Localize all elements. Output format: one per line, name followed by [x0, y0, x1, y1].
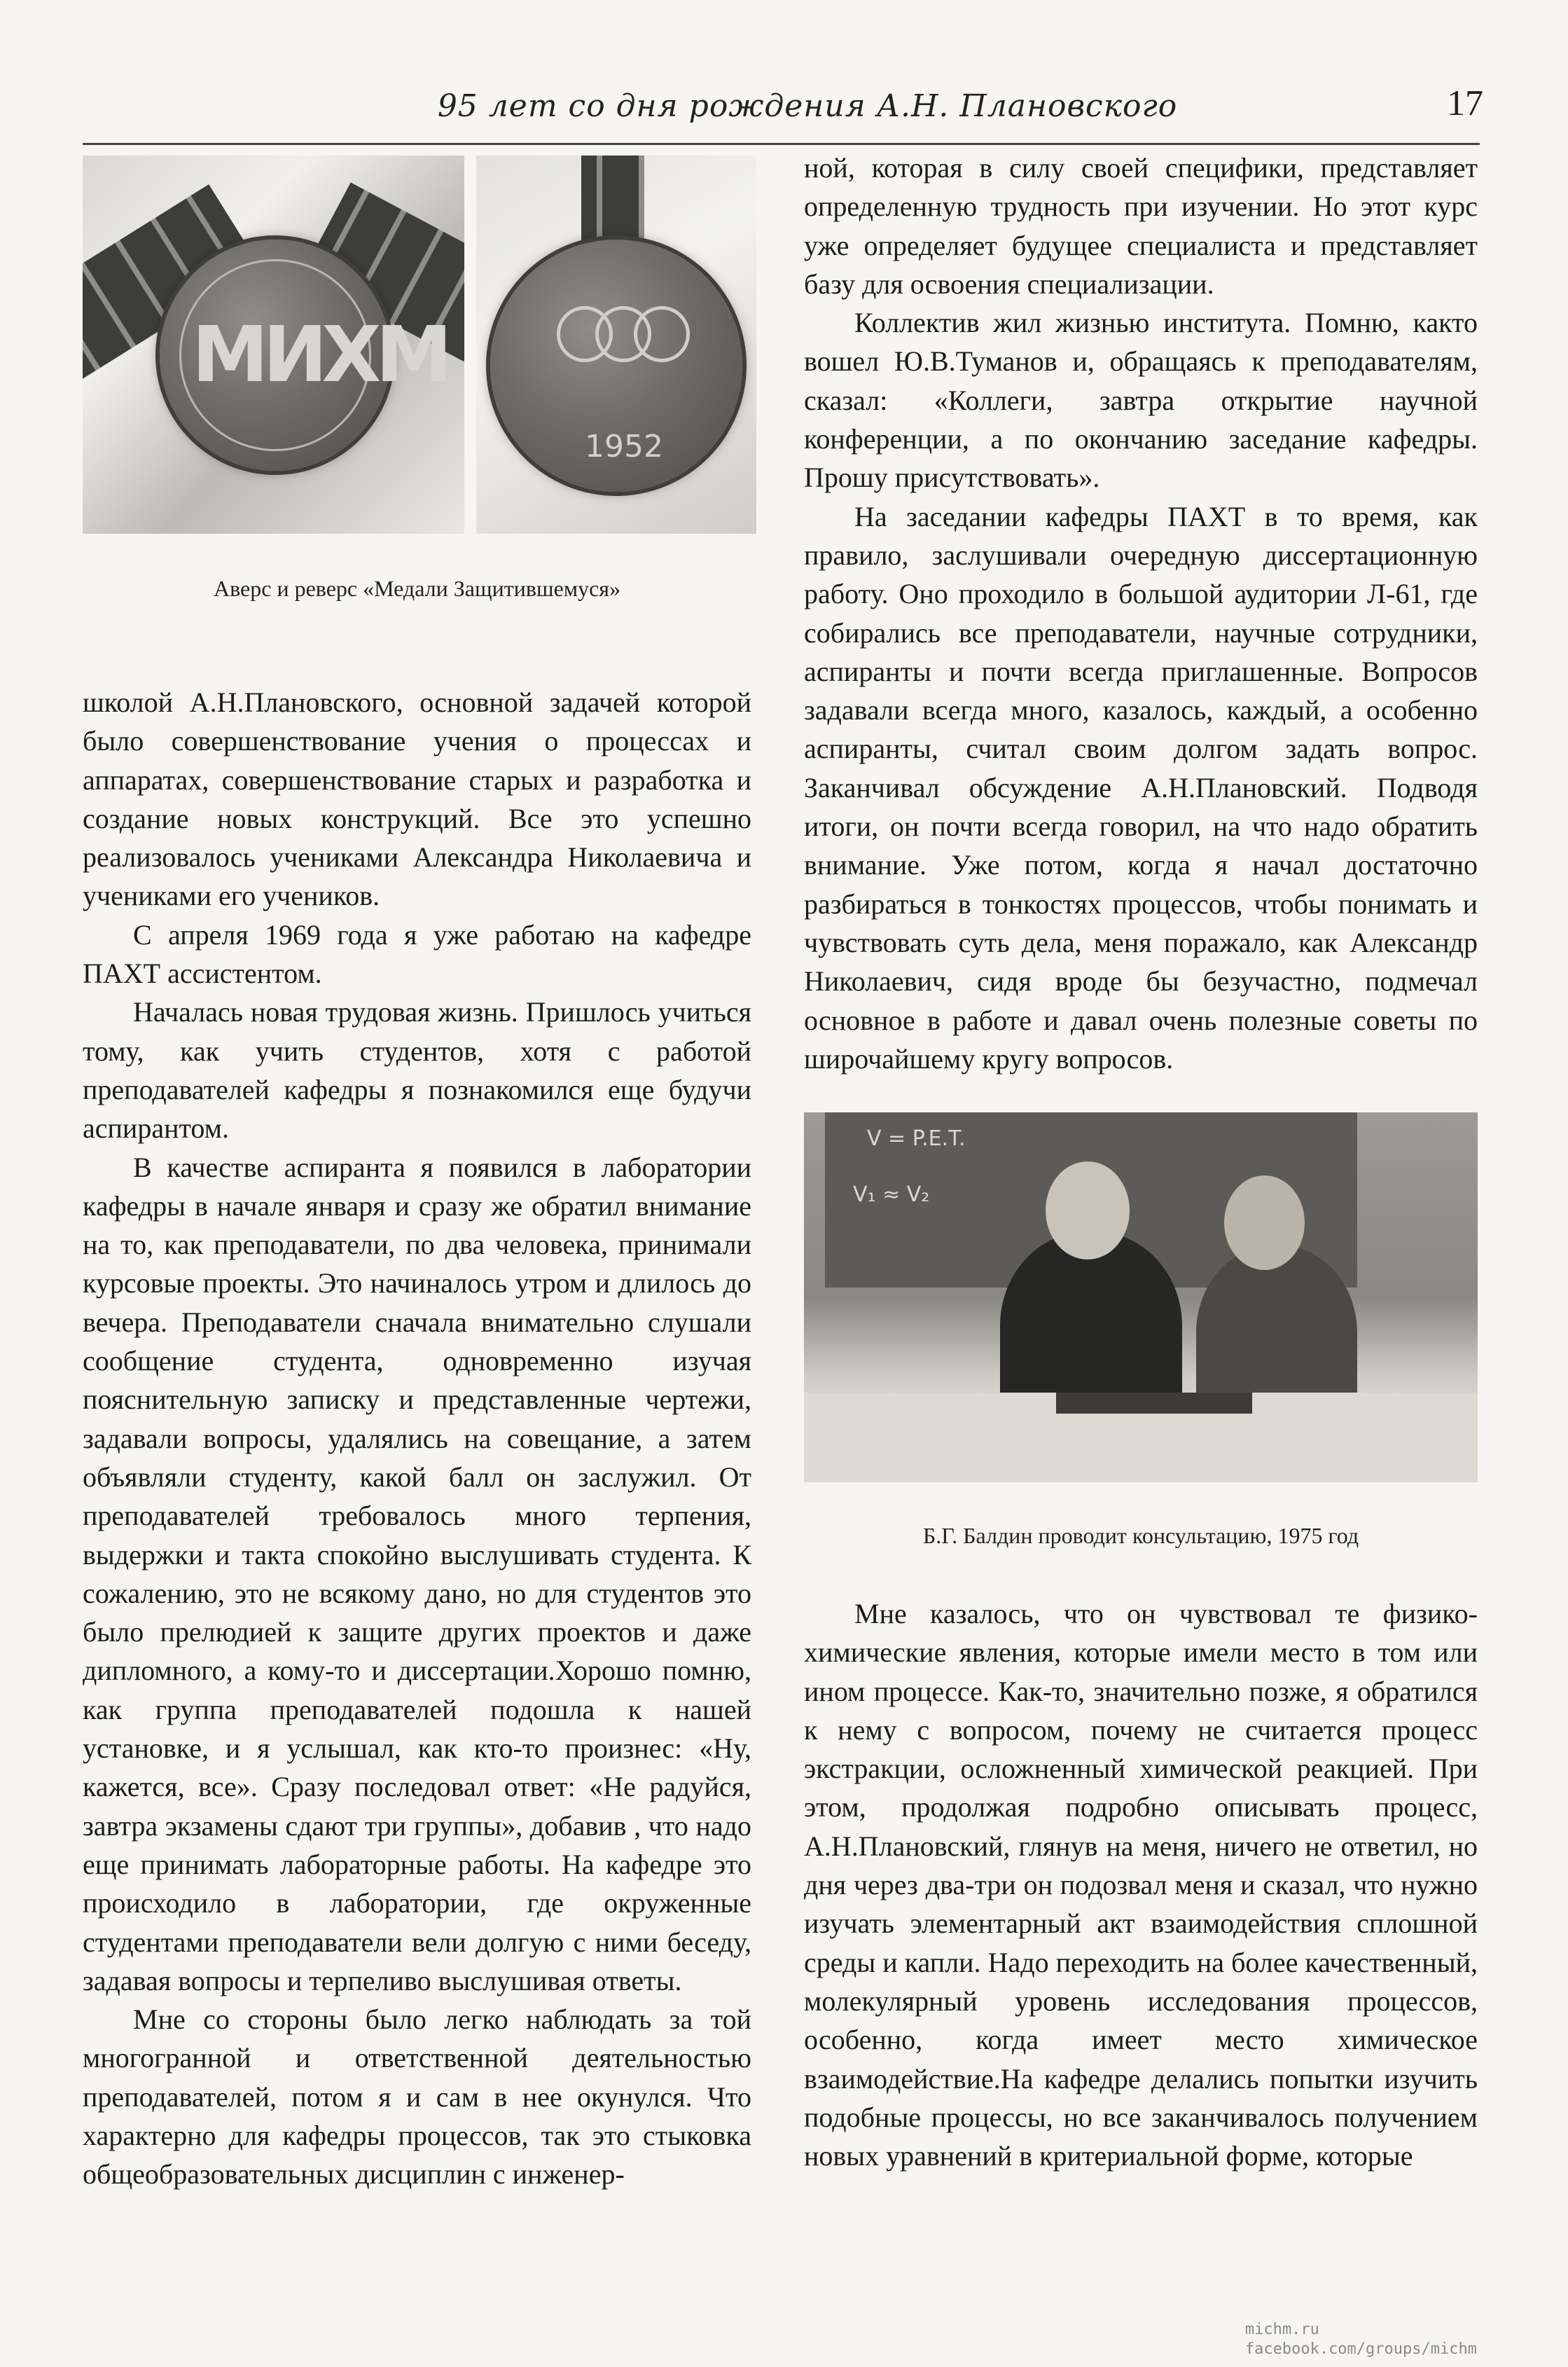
chalkboard: V = P.E.T. V₁ ≈ V₂ [825, 1112, 1357, 1288]
watermark-group: facebook.com/groups/michm [1244, 2340, 1477, 2358]
paragraph: В качестве аспиранта я появился в лаборатории кафедры в начале января и сразу же обратил внимание на то, как преподаватели, по два человека, принимали курсовые проекты. Это начиналось утром и длилось до вечера. Преподаватели сначала внимательно слушали сообщение студента, одновременно изучая пояснительную записку и представленные чертежи, задавали вопросы, удалялись на совещание, а затем объявляли студенту, какой балл он заслужил. От преподавателей требовалось много терпения, выдержки и такта спокойно выслушивать студента. К сожалению, это не всякому дано, но для студентов это было прелюдией к защите других проектов и даже дипломного, а кому-то и диссертации.Хорошо помню, как группа преподавателей подошла к нашей установке, и я услышал, как кто-то произнес: «Ну, кажется, все». Сразу последовал ответ: «Не радуйся, завтра экзамены сдают три группы», добавив , что надо еще принимать лабораторные работы. На кафедре это происходило в лаборатории, где окруженные студентами преподаватели вели долгую с ними беседу, задавая вопросы и терпеливо выслушивая ответы. [83, 1151, 751, 1996]
right-column-bottom [804, 1594, 1478, 2175]
left-column [83, 683, 751, 2194]
medal-revers-disc [490, 240, 742, 492]
classroom-photo [804, 1112, 1478, 1482]
right-column-top [804, 149, 1478, 1078]
watermark [1245, 2320, 1477, 2359]
paragraph: Мне со стороны было легко наблюдать за той многогранной и ответственной деятельностью преподавателей, потом я и сам в нее окунулся. Что характерно для кафедры процессов, так это стыковка общеобразовательных дисциплин с инженер- [83, 2003, 751, 2190]
book [1056, 1393, 1252, 1414]
header-title: 95 лет со дня рождения А.Н. Плановского [437, 88, 1178, 124]
student-head [1224, 1175, 1305, 1270]
medal-avers-disc [160, 240, 447, 471]
teacher-head [1046, 1161, 1130, 1260]
paragraph: Началась новая трудовая жизнь. Пришлось учиться тому, как учить студентов, хотя с работой преподавателей кафедры я познакомился еще будучи аспирантом. [83, 996, 751, 1145]
medal-caption: Аверс и реверс «Медали Защитившемуся» [214, 576, 620, 601]
medal-year: 1952 [585, 429, 663, 464]
paragraph: ной, которая в силу своей специфики, представляет определенную трудность при изучении. Но этот курс уже определяет будущее специалиста и представляет базу для освоения специализации. [804, 152, 1478, 300]
page-number: 17 [1447, 83, 1483, 123]
classroom-caption: Б.Г. Балдин проводит консультацию, 1975 год [922, 1523, 1359, 1548]
paragraph: С апреля 1969 года я уже работаю на кафедре ПАХТ ассистентом. [83, 918, 751, 990]
header-rule [83, 143, 1480, 145]
paragraph: школой А.Н.Плановского, основной задачей которой было совершенствование учения о процессах и аппаратах, совершенствование старых и разработка и создание новых конструкций. Все это успешно реализовалось учениками Александра Николаевича и учениками его учеников. [83, 686, 751, 912]
paragraph: Коллектив жил жизнью института. Помню, както вошел Ю.В.Туманов и, обращаясь к преподавателям, сказал: «Коллеги, завтра открытие научной конференции, а по окончанию заседание кафедры. Прошу присутствовать». [804, 307, 1478, 494]
paragraph: На заседании кафедры ПАХТ в то время, как правило, заслушивали очередную диссертационную работу. Оно проходило в большой аудитории Л-61, где собирались все преподаватели, научные сотрудники, аспиранты и почти всегда приглашенные. Вопросов задавали всегда много, казалось, каждый, а особенно аспиранты, считал своим долгом задать вопрос. Заканчивал обсуждение А.Н.Плановский. Подводя итоги, он почти всегда говорил, на что надо обратить внимание. Уже потом, когда я начал достаточно разбираться в тонкостях процессов, чтобы понимать и чувствовать суть дела, меня поражало, как Александр Николаевич, сидя вроде бы безучастно, подмечал основное в работе и давал очень полезные советы по широчайшему кругу вопросов. [804, 500, 1478, 1075]
paragraph: Мне казалось, что он чувствовал те физико-химические явления, которые имели место в том или ином процессе. Как-то, значительно позже, я обратился к нему с вопросом, почему не считается процесс экстракции, осложненный химической реакцией. При этом, продолжая подробно описывать процесс, А.Н.Плановский, глянув на меня, ничего не ответил, но дня через два-три он подозвал меня и сказал, что нужно изучать элементарный акт взаимодействия сплошной среды и капли. Надо переходить на более качественный, молекулярный уровень исследования процессов, особенно, когда имеет место химическое взаимодействие.На кафедре делались попытки изучить подобные процессы, но все заканчивалось получением новых уравнений в критериальной форме, которые [804, 1598, 1478, 2172]
watermark-site: michm.ru [1244, 2321, 1319, 2338]
medal-revers-photo [476, 156, 756, 534]
medal-avers-monogram: МИХМ [192, 310, 447, 399]
medal-avers-photo [83, 156, 464, 534]
running-header [83, 83, 1483, 150]
